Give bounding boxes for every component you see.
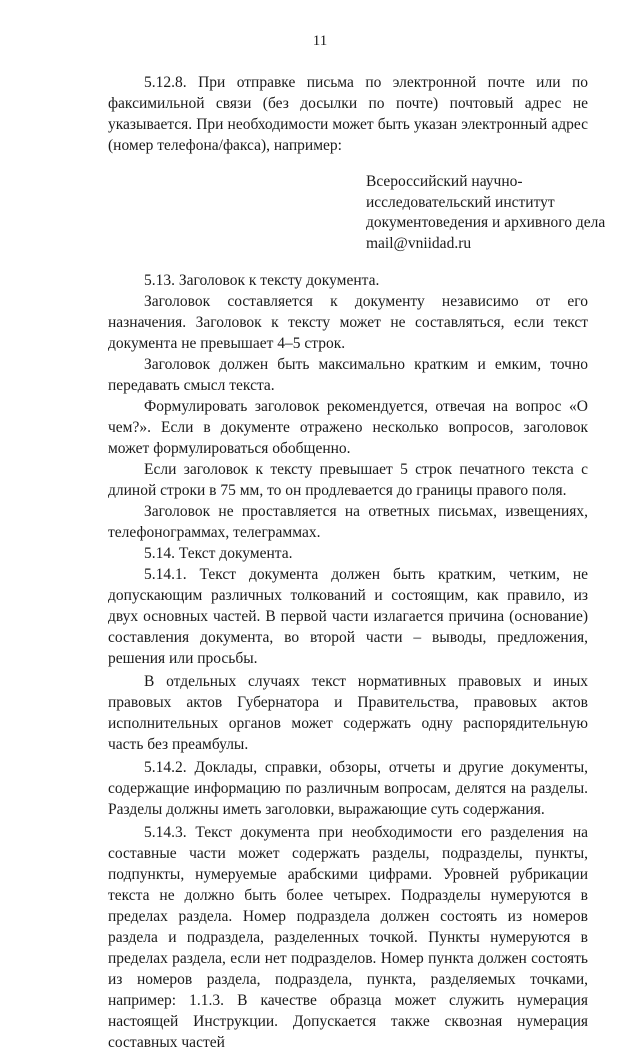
address-line: Всероссийский научно- — [366, 173, 523, 190]
address-email: mail@vniidad.ru — [366, 234, 472, 252]
section-heading-5-14: 5.14. Текст документа. — [144, 545, 293, 562]
paragraph-5-14-2: 5.14.2. Доклады, справки, обзоры, отчеты и другие документы, содержащие информацию по различным вопросам, делятся на разделы. Разделы должны иметь заголовки, выражающие суть содержания. — [108, 759, 588, 818]
paragraph: Заголовок должен быть максимально кратким и емким, точно передавать смысл текста. — [108, 356, 588, 394]
page-number: 11 — [312, 33, 328, 49]
section-heading-5-13: 5.13. Заголовок к тексту документа. — [144, 272, 380, 289]
paragraph: Заголовок не проставляется на ответных письмах, извещениях, телефонограммах, телеграммах. — [108, 503, 588, 541]
address-block — [366, 172, 606, 254]
paragraph: Формулировать заголовок рекомендуется, отвечая на вопрос «О чем?». Если в документе отражено несколько вопросов, заголовок может формулироваться обобщенно. — [108, 398, 588, 457]
address-line: исследовательский институт — [366, 193, 555, 211]
paragraph: Заголовок составляется к документу независимо от его назначения. Заголовок к тексту может не составляться, если текст документа не превышает 4–5 строк. — [108, 293, 588, 352]
paragraph-5-12-8: 5.12.8. При отправке письма по электронной почте или по факсимильной связи (без досылки по почте) почтовый адрес не указывается. При необходимости может быть указан электронный адрес (номер телефона/факса), например: — [108, 74, 588, 154]
paragraph: Если заголовок к тексту превышает 5 строк печатного текста с длиной строки в 75 мм, то он продлевается до границы правого поля. — [108, 461, 588, 499]
paragraph-5-14-3: 5.14.3. Текст документа при необходимости его разделения на составные части может содержать разделы, подразделы, пункты, подпункты, нумеруемые арабскими цифрами. Уровней рубрикации текста не должно быть более четырех. Подразделы нумеруются в пределах раздела. Номер подраздела должен состоять из номеров раздела и подраздела, разделенных точкой. Пункты нумеруются в пределах раздела, если нет подразделов. Номер пункта должен состоять из номеров раздела, подраздела, пункта, разделяемых точками, например: 1.1.3. В качестве образца может служить нумерация настоящей Инструкции. Допускается также сквозная нумерация составных частей — [108, 824, 588, 1051]
address-line: документоведения и архивного дела — [366, 214, 606, 231]
document-body — [108, 72, 606, 1053]
paragraph-5-14-1: 5.14.1. Текст документа должен быть кратким, четким, не допускающим различных толкований и состоящим, как правило, из двух основных частей. В первой части излагается причина (основание) составления документа, во второй части – выводы, предложения, решения или просьбы. — [108, 566, 588, 667]
paragraph: В отдельных случаях текст нормативных правовых и иных правовых актов Губернатора и Правительства, правовых актов исполнительных органов может содержать одну распорядительную часть без преамбулы. — [108, 673, 588, 753]
